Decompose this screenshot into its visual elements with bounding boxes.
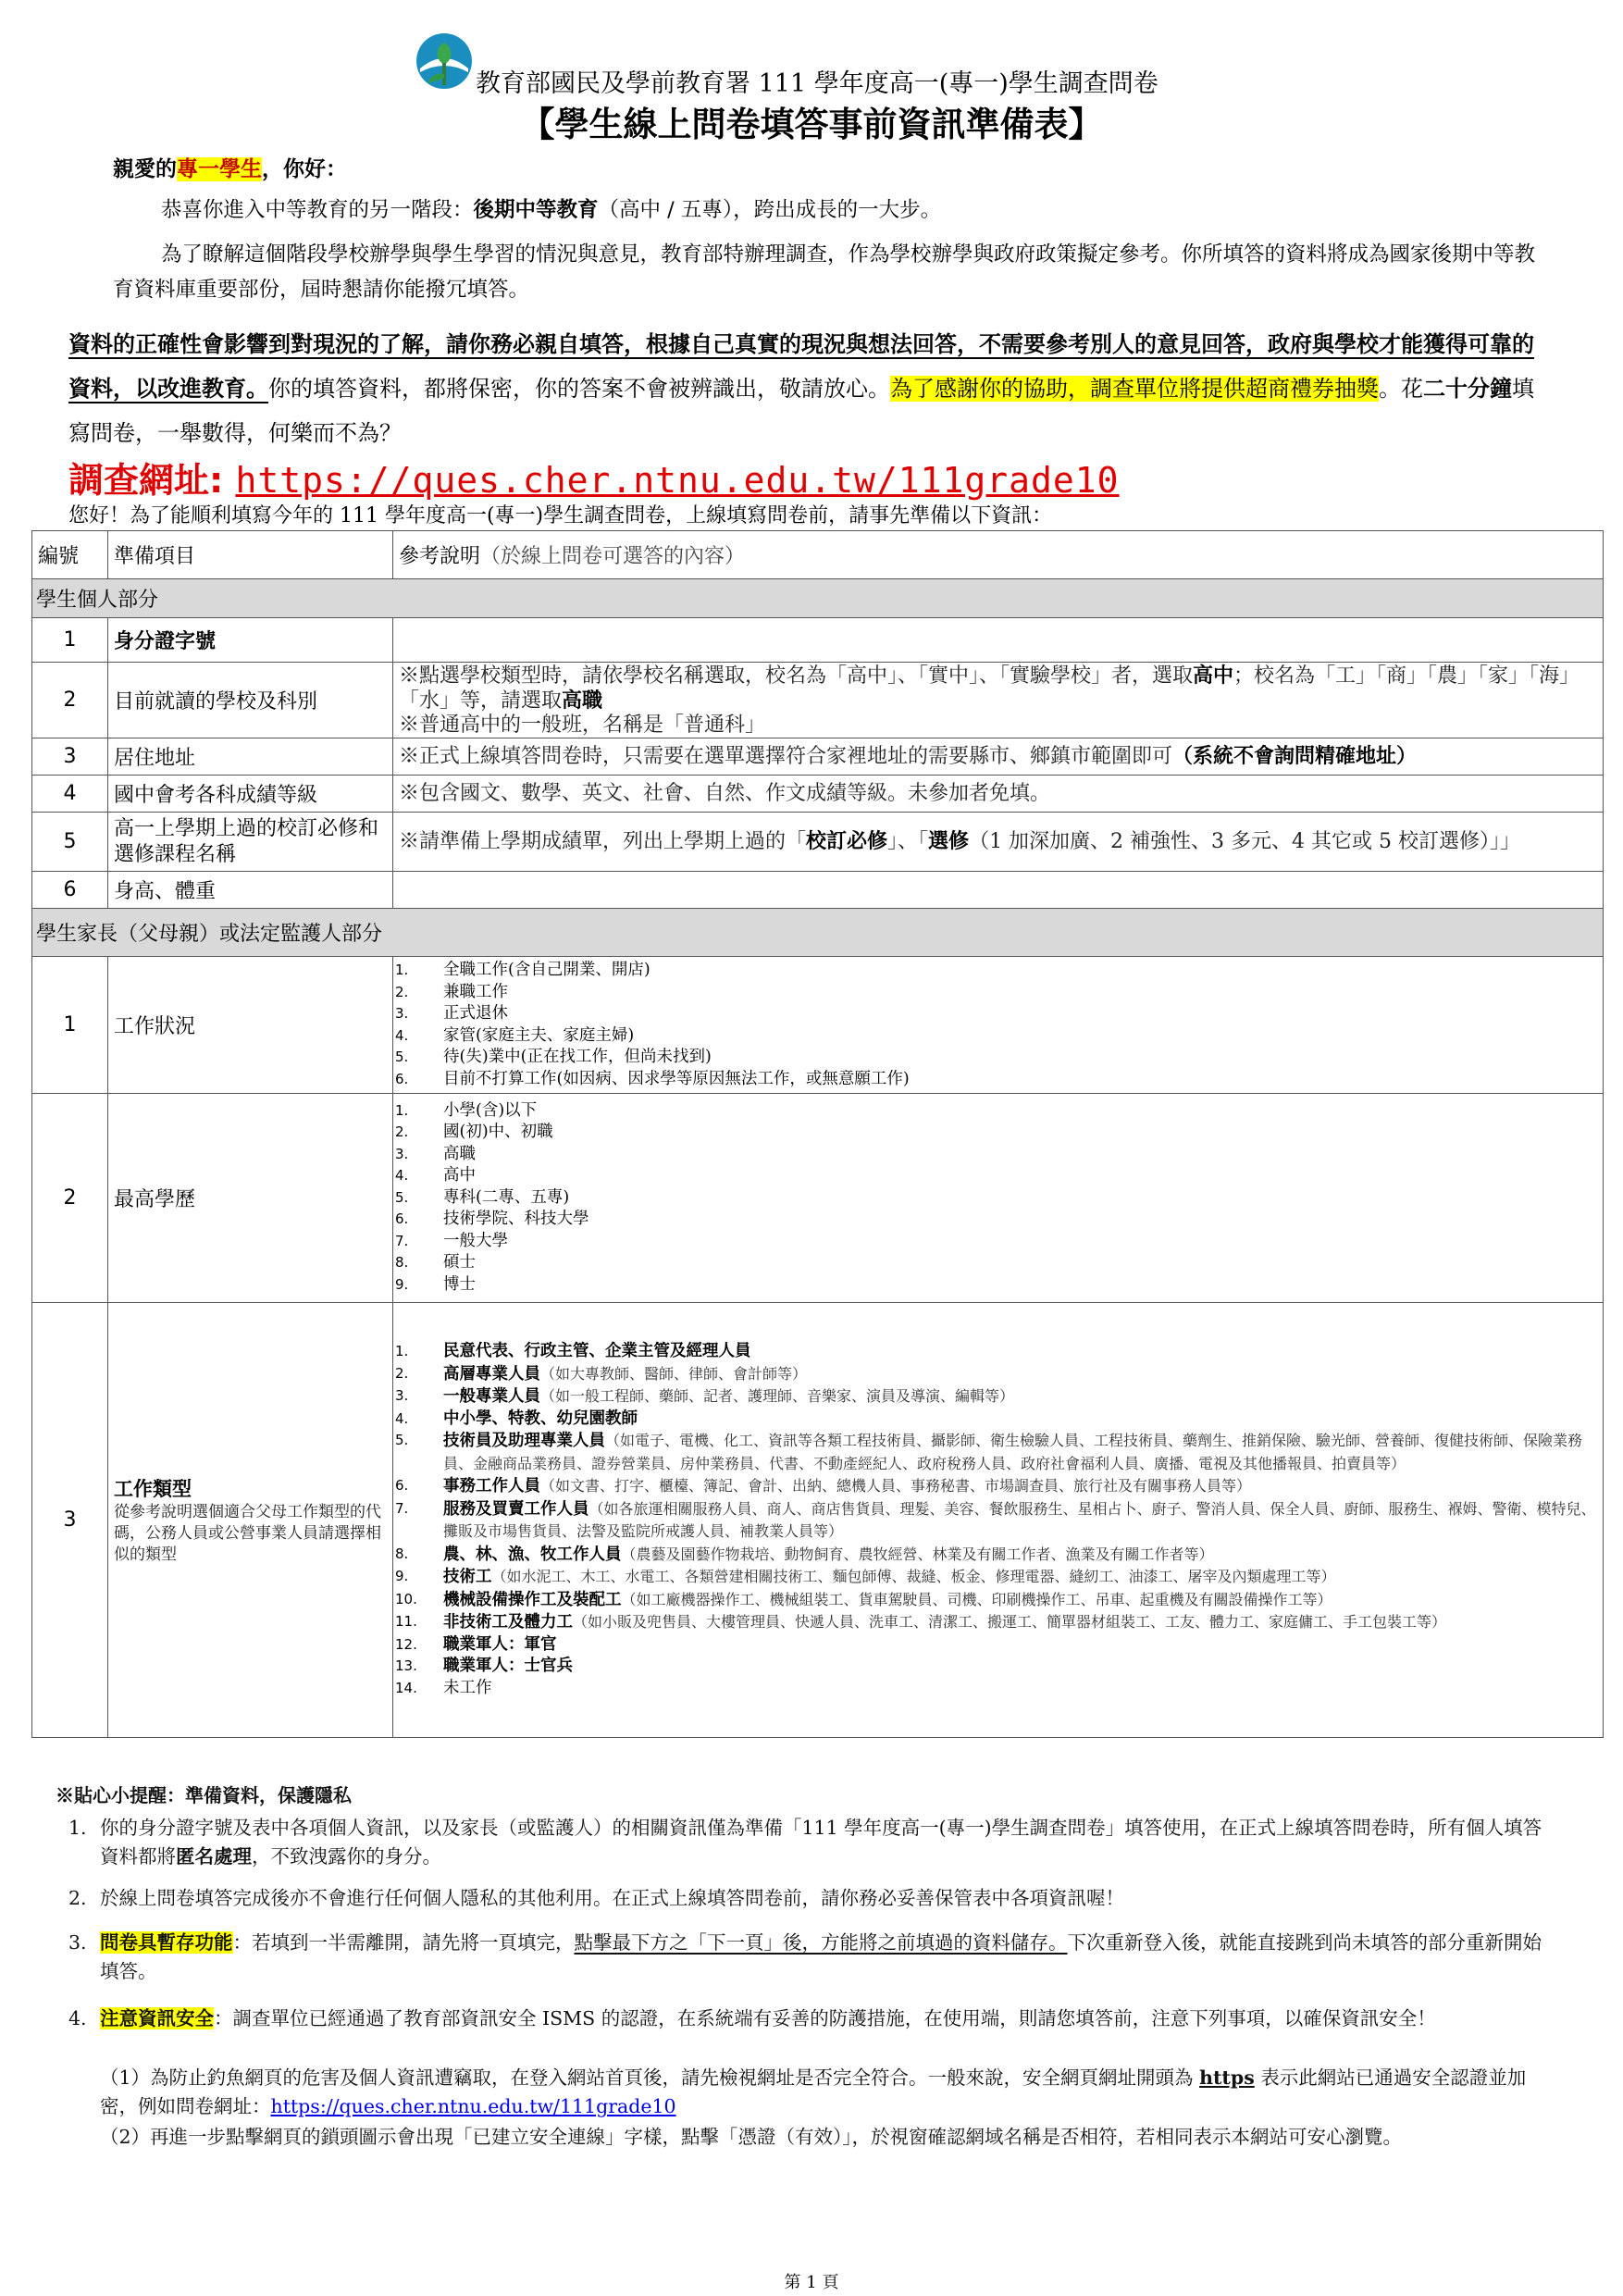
paragraph-purpose: 為了瞭解這個階段學校辦學與學生學習的情況與意見，教育部特辦理調查，作為學校辦學與政府政策擬定參考。你所填答的資料將成為國家後期中等教育資料庫重要部份，屆時懇請你能撥冗填答。: [113, 242, 1536, 302]
table-row-job-type: 3 工作類型 從參考說明選個適合父母工作類型的代碼，公務人員或公營事業人員請選擇相似的類型 1. 民意代表、行政主管、企業主管及經理人員 2. 高層專業人員（如大專教師、醫師、律師、會計師等） 3. 一般專業人員（如一般工程師、藥師、記者、護理師、音樂家、演員及導演、編輯等） 4. 中小學、特教、幼兒園教師 5. 技術員及助理專業人員（如電子、電機、化工、資訊等各類工程技術員、攝影師、衛生檢驗人員、工程技術員、藥劑生、推銷保險、驗光師、營養師、復健技術師、保險業務員、金融商品業務員、證券營業員、房仲業務員、代書、不動產經紀人、政府稅務人員、政府社會福利人員、廣播、電視及其他播報員、拍賣員等） 6. 事務工作人員（如文書、打字、櫃檯、簿記、會計、出納、總機人員、事務秘書、市場調查員、旅行社及有關事務人員等） 7. 服務及買賣工作人員（如各旅運相關服務人員、商人、商店售貨員、理髮、美容、餐飲服務生、星相占卜、廚子、警消人員、保全人員、廚師、服務生、褓姆、警衛、模特兒、攤販及市場售貨員、法警及監院所戒護人員、補教業人員等） 8. 農、林、漁、牧工作人員（農藝及園藝作物栽培、動物飼育、農牧經營、林業及有關工作者、漁業及有關工作者等） 9. 技術工（如水泥工、木工、水電工、各類營建相關技術工、麵包師傅、裁縫、板金、修理電器、縫紉工、油漆工、屠宰及內類處理工等） 10. 機械設備操作工及裝配工（如工廠機器操作工、機械組裝工、貨車駕駛員、司機、印刷機操作工、吊車、起重機及有關設備操作工等） 11. 非技術工及體力工（如小販及兜售員、大樓管理員、快遞人員、洗車工、清潔工、搬運工、簡單器材組裝工、工友、體力工、家庭傭工、手工包裝工等） 12. 職業軍人：軍官 13. 職業軍人：士官兵 14. 未工作: [32, 1303, 1604, 1738]
list-item: 9. 技術工（如水泥工、木工、水電工、各類營建相關技術工、麵包師傅、裁縫、板金、修理電器、縫紉工、油漆工、屠宰及內類處理工等）: [395, 1568, 1336, 1586]
list-item: 3. 高職: [395, 1144, 476, 1163]
list-item: 1. 全職工作(含自己開業、開店): [395, 961, 650, 979]
table-row-education: 2 最高學歷 1. 小學(含)以下 2. 國(初)中、初職 3. 高職 4. 高中 5. 專科(二專、五專) 6. 技術學院、科技大學 7. 一般大學 8. 碩士 9. 博士: [32, 1094, 1604, 1303]
list-item: 8. 農、林、漁、牧工作人員（農藝及園藝作物栽培、動物飼育、農牧經營、林業及有關工作者、漁業及有關工作者等）: [395, 1545, 1214, 1564]
list-item: 8. 碩士: [395, 1253, 476, 1272]
tip-item-3: 3. 問卷具暫存功能：若填到一半需離開，請先將一頁填完，點擊最下方之「下一頁」後，方能將之前填過的資料儲存。下次重新登入後，就能直接跳到尚未填答的部分重新開始填答。: [68, 1931, 1542, 1982]
list-item: 1. 小學(含)以下: [395, 1100, 538, 1120]
intro-text: 您好！為了能順利填寫今年的 111 學年度高一(專一)學生調查問卷，上線填寫問卷前，請事先準備以下資訊：: [68, 504, 1053, 527]
preparation-table: [31, 530, 1604, 1738]
table-row: 3 居住地址 ※正式上線填答問卷時，只需要在選單選擇符合家裡地址的需要縣市、鄉鎮市範圍即可（系統不會詢問精確地址）: [32, 738, 1604, 776]
page-number: 第 1 頁: [784, 2273, 839, 2292]
tip-sub-1: （1）為防止釣魚網頁的危害及個人資訊遭竊取，在登入網站首頁後，請先檢視網址是否完全符合。一般來說，安全網頁網址開頭為 https 表示此網站已通過安全認證並加密，例如問卷網址：https://ques.cher.ntnu.edu.tw/111grade10: [100, 2066, 1527, 2117]
section-student: 學生個人部分: [32, 579, 1604, 618]
work-status-list: [395, 960, 1601, 1090]
header-org-title: 教育部國民及學前教育署 111 學年度高一(專一)學生調查問卷: [476, 69, 1158, 98]
list-item: 12. 職業軍人：軍官: [395, 1634, 557, 1654]
list-item: 3. 正式退休: [395, 1004, 508, 1023]
list-item: 6. 技術學院、科技大學: [395, 1210, 589, 1229]
list-item: 2. 國(初)中、初職: [395, 1123, 553, 1142]
tip-item-4: 4. 注意資訊安全：調查單位已經通過了教育部資訊安全 ISMS 的認證，在系統端有妥善的防護措施，在使用端，則請您填答前，注意下列事項，以確保資訊安全！: [68, 2007, 1436, 2029]
list-item: 11. 非技術工及體力工（如小販及兜售員、大樓管理員、快遞人員、洗車工、清潔工、搬運工、簡單器材組裝工、工友、體力工、家庭傭工、手工包裝工等）: [395, 1613, 1447, 1632]
paragraph-importance: 資料的正確性會影響到對現況的了解，請你務必親自填答，根據自己真實的現況與想法回答，不需要參考別人的意見回答，政府與學校才能獲得可靠的資料，以改進教育。你的填答資料，都將保密，你的答案不會被辨識出，敬請放心。為了感謝你的協助，調查單位將提供超商禮券抽獎。花二十分鐘填寫問卷，一舉數得，何樂而不為？: [68, 331, 1534, 446]
list-item: 10. 機械設備操作工及裝配工（如工廠機器操作工、機械組裝工、貨車駕駛員、司機、印刷機操作工、吊車、起重機及有關設備操作工等）: [395, 1590, 1332, 1609]
list-item: 9. 博士: [395, 1274, 476, 1294]
education-list: [395, 1100, 1601, 1297]
table-header-row: [32, 531, 1604, 579]
ministry-logo-icon: [415, 31, 474, 91]
survey-url-link[interactable]: https://ques.cher.ntnu.edu.tw/111grade10: [235, 460, 1120, 501]
list-item: 13. 職業軍人：士官兵: [395, 1657, 573, 1675]
table-row: 6 身高、體重: [32, 872, 1604, 909]
table-row: 4 國中會考各科成績等級 ※包含國文、數學、英文、社會、自然、作文成績等級。未參加者免填。: [32, 776, 1604, 813]
table-row-work-status: 1 工作狀況 1. 全職工作(含自己開業、開店) 2. 兼職工作 3. 正式退休 4. 家管(家庭主夫、家庭主婦) 5. 待(失)業中(正在找工作，但尚未找到) 6. 目前不打算工作(如因病、因求學等原因無法工作，或無意願工作): [32, 957, 1604, 1094]
tip-item-2: 2. 於線上問卷填答完成後亦不會進行任何個人隱私的其他利用。在正式上線填答問卷前，請你務必妥善保管表中各項資訊喔！: [68, 1887, 1124, 1909]
greeting: 親愛的專一學生，你好：: [113, 157, 347, 181]
header-main-title: 【學生線上問卷填答事前資訊準備表】: [520, 104, 1103, 144]
table-row: 1 身分證字號: [32, 618, 1604, 663]
list-item: 5. 專科(二專、五專): [395, 1187, 570, 1207]
list-item: 5. 待(失)業中(正在找工作，但尚未找到): [395, 1048, 712, 1066]
header-ref: 參考說明（於線上問卷可選答的內容）: [393, 531, 1604, 579]
tips-url-link[interactable]: https://ques.cher.ntnu.edu.tw/111grade10: [270, 2095, 676, 2117]
greeting-target: 專一學生: [177, 157, 262, 181]
tip-item-1: 1. 你的身分證字號及表中各項個人資訊，以及家長（或監護人）的相關資訊僅為準備「111 學年度高一(專一)學生調查問卷」填答使用，在正式上線填答問卷時，所有個人填答資料都將匿名處理，不致洩露你的身分。: [68, 1817, 1542, 1868]
survey-url: 調查網址: https://ques.cher.ntnu.edu.tw/111grade10: [68, 460, 1120, 501]
list-item: 4. 高中: [395, 1166, 476, 1185]
paragraph-congrats: 恭喜你進入中等教育的另一階段：後期中等教育（高中 / 五專），跨出成長的一大步。: [161, 198, 942, 222]
list-item: 3. 一般專業人員（如一般工程師、藥師、記者、護理師、音樂家、演員及導演、編輯等）: [395, 1387, 1015, 1406]
list-item: 4. 家管(家庭主夫、家庭主婦): [395, 1025, 635, 1045]
list-item: 7. 一般大學: [395, 1231, 508, 1250]
table-row: 2 目前就讀的學校及科別 ※點選學校類型時，請依學校名稱選取，校名為「高中」、「實中」、「實驗學校」者，選取高中；校名為「工」「商」「農」「家」「海」「水」等，請選取高職 ※普通高中的一般班，名稱是「普通科」: [32, 663, 1604, 738]
header-num: 編號: [32, 531, 108, 579]
list-item: 6. 事務工作人員（如文書、打字、櫃檯、簿記、會計、出納、總機人員、事務秘書、市場調查員、旅行社及有關事務人員等）: [395, 1477, 1252, 1496]
list-item: 2. 兼職工作: [395, 982, 508, 1001]
tips-title: ※貼心小提醒：準備資料，保護隱私: [56, 1784, 352, 1806]
job-type-list: [395, 1341, 1601, 1699]
list-item: 1. 民意代表、行政主管、企業主管及經理人員: [395, 1342, 751, 1360]
section-parent: 學生家長（父母親）或法定監護人部分: [32, 909, 1604, 957]
list-item: 5. 技術員及助理專業人員（如電子、電機、化工、資訊等各類工程技術員、攝影師、衛生檢驗人員、工程技術員、藥劑生、推銷保險、驗光師、營養師、復健技術師、保險業務員、金融商品業務員、證券營業員、房仲業務員、代書、不動產經紀人、政府稅務人員、政府社會福利人員、廣播、電視及其他播報員、拍賣員等）: [395, 1432, 1583, 1472]
table-row: 5 高一上學期上過的校訂必修和選修課程名稱 ※請準備上學期成績單，列出上學期上過的「校訂必修」、「選修（1 加深加廣、2 補強性、3 多元、4 其它或 5 校訂選修）」」: [32, 813, 1604, 872]
header-item: 準備項目: [108, 531, 393, 579]
list-item: 2. 高層專業人員（如大專教師、醫師、律師、會計師等）: [395, 1364, 808, 1384]
list-item: 7. 服務及買賣工作人員（如各旅運相關服務人員、商人、商店售貨員、理髮、美容、餐飲服務生、星相占卜、廚子、警消人員、保全人員、廚師、服務生、褓姆、警衛、模特兒、攤販及市場售貨員、法警及監院所戒護人員、補教業人員等）: [395, 1499, 1596, 1540]
list-item: 14. 未工作: [395, 1678, 492, 1697]
list-item: 4. 中小學、特教、幼兒園教師: [395, 1409, 638, 1428]
tip-sub-2: （2）再進一步點擊網頁的鎖頭圖示會出現「已建立安全連線」字樣，點擊「憑證（有效）」，於視窗確認網域名稱是否相符，若相同表示本網站可安心瀏覽。: [100, 2126, 1403, 2148]
list-item: 6. 目前不打算工作(如因病、因求學等原因無法工作，或無意願工作): [395, 1069, 910, 1088]
